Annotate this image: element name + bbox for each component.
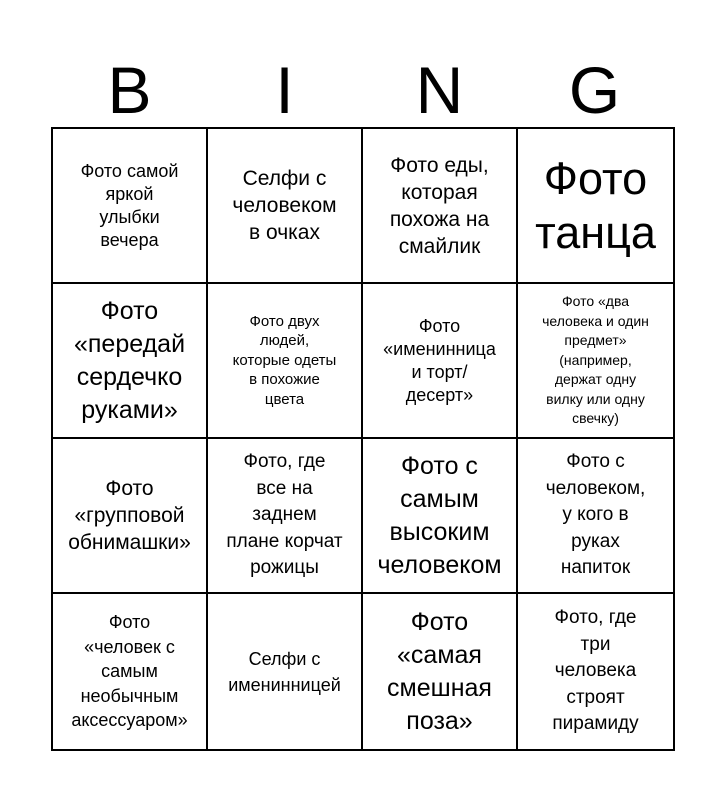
bingo-cell[interactable]	[53, 284, 208, 439]
header-letter-i: I	[275, 53, 294, 127]
bingo-cell[interactable]	[363, 129, 518, 284]
cell-text: Фото танца	[535, 152, 656, 258]
header-letter-g: G	[568, 53, 621, 127]
bingo-cell[interactable]	[208, 284, 363, 439]
bingo-cell[interactable]	[53, 129, 208, 284]
bingo-cell[interactable]	[363, 594, 518, 749]
cell-text: Фото «два человека и один предмет» (например, держат одну вилку или одну свечку)	[542, 293, 649, 427]
cell-text: Селфи с человеком в очках	[232, 167, 337, 244]
cell-text: Фото, где три человека строят пирамиду	[552, 607, 639, 735]
cell-text: Фото с человеком, у кого в руках напиток	[545, 451, 646, 579]
bingo-cell[interactable]	[518, 284, 673, 439]
bingo-cell[interactable]	[208, 439, 363, 594]
bingo-header	[52, 52, 672, 128]
header-letter-b: B	[107, 53, 152, 127]
bingo-grid	[51, 127, 675, 751]
bingo-cell[interactable]	[363, 284, 518, 439]
bingo-cell[interactable]	[208, 594, 363, 749]
bingo-cell[interactable]	[518, 439, 673, 594]
bingo-cell[interactable]	[208, 129, 363, 284]
bingo-cell[interactable]	[53, 594, 208, 749]
cell-text: Селфи с именинницей	[228, 648, 341, 695]
header-letter-n: N	[415, 53, 464, 127]
cell-text: Фото «самая смешная поза»	[387, 607, 492, 735]
bingo-cell[interactable]	[518, 129, 673, 284]
cell-text: Фото «передай сердечко руками»	[73, 296, 186, 424]
cell-text: Фото еды, которая похожа на смайлик	[389, 153, 490, 258]
cell-text: Фото «человек с самым необычным аксессуаром»	[71, 612, 188, 731]
cell-text: Фото «именинница и торт/ десерт»	[383, 315, 496, 405]
cell-text: Фото с самым высоким человеком	[377, 451, 502, 579]
bingo-cell[interactable]	[53, 439, 208, 594]
cell-text: Фото самой яркой улыбки вечера	[80, 160, 179, 250]
bingo-cell[interactable]	[363, 439, 518, 594]
cell-text: Фото, где все на заднем плане корчат рожицы	[226, 451, 343, 579]
bingo-cell[interactable]	[518, 594, 673, 749]
cell-text: Фото «групповой обнимашки»	[68, 477, 191, 554]
cell-text: Фото двух людей, которые одеты в похожие цвета	[232, 312, 337, 408]
